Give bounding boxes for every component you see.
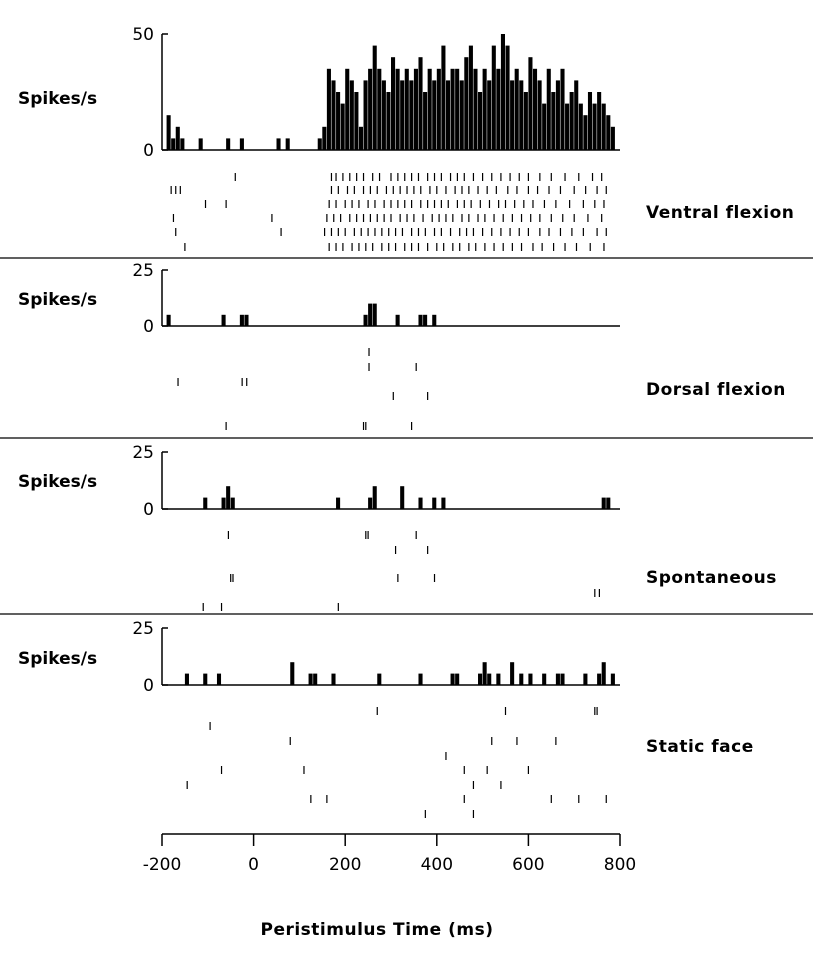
histogram-bin	[464, 57, 468, 150]
histogram-bin	[446, 80, 450, 150]
histogram-bin	[167, 315, 171, 326]
histogram-bin	[556, 80, 560, 150]
histogram-bin	[176, 127, 180, 150]
histogram-bin	[441, 46, 445, 150]
histogram-bin	[400, 80, 404, 150]
x-axis-title: Peristimulus Time (ms)	[260, 920, 494, 940]
y-axis-label: Spikes/s	[18, 472, 98, 492]
histogram-bin	[414, 69, 418, 150]
histogram-bin	[583, 115, 587, 150]
x-tick-label: -200	[142, 855, 182, 875]
histogram-bin	[538, 80, 542, 150]
histogram-bin	[611, 674, 615, 685]
histogram-bin	[400, 486, 404, 509]
histogram-bin	[318, 138, 322, 150]
histogram-bin	[322, 127, 326, 150]
histogram-bin	[331, 674, 335, 685]
histogram-bin	[185, 674, 189, 685]
histogram-bin	[528, 57, 532, 150]
histogram-bin	[377, 674, 381, 685]
histogram-bin	[460, 80, 464, 150]
histogram-bin	[611, 127, 615, 150]
histogram-bin	[496, 674, 500, 685]
histogram-bin	[199, 138, 203, 150]
histogram-bin	[524, 92, 528, 150]
histogram-bin	[451, 674, 455, 685]
histogram-bin	[602, 498, 606, 509]
x-tick-label: 0	[248, 855, 260, 875]
histogram-bin	[386, 92, 390, 150]
histogram-bin	[487, 80, 491, 150]
histogram-bin	[396, 69, 400, 150]
histogram-bin	[451, 69, 455, 150]
histogram-bin	[606, 498, 610, 509]
histogram-bin	[167, 115, 171, 150]
histogram-bin	[226, 138, 230, 150]
histogram-bin	[359, 127, 363, 150]
histogram-bin	[501, 34, 505, 150]
histogram-bin	[309, 674, 313, 685]
histogram-bin	[277, 138, 281, 150]
x-tick-label: 600	[512, 855, 545, 875]
histogram-bin	[336, 498, 340, 509]
histogram-bin	[313, 674, 317, 685]
x-tick-label: 400	[420, 855, 454, 875]
histogram-bin	[286, 138, 290, 150]
y-axis-label: Spikes/s	[18, 649, 98, 669]
histogram-bin	[547, 69, 551, 150]
histogram-bin	[588, 92, 592, 150]
histogram-bin	[492, 46, 496, 150]
histogram-bin	[373, 486, 377, 509]
histogram-bin	[203, 498, 207, 509]
histogram-bin	[432, 498, 436, 509]
y-tick-label: 0	[143, 676, 154, 696]
histogram-bin	[364, 315, 368, 326]
histogram-bin	[510, 80, 514, 150]
histogram-bin	[432, 315, 436, 326]
histogram-bin	[483, 69, 487, 150]
histogram-bin	[583, 674, 587, 685]
histogram-bin	[226, 486, 230, 509]
histogram-bin	[473, 69, 477, 150]
histogram-bin	[327, 69, 331, 150]
histogram-bin	[418, 674, 422, 685]
histogram-bin	[336, 92, 340, 150]
y-tick-label: 25	[132, 261, 154, 281]
histogram-bin	[506, 46, 510, 150]
x-tick-label: 200	[328, 855, 362, 875]
y-tick-label: 0	[143, 317, 154, 337]
histogram-bin	[373, 304, 377, 326]
x-tick-label: 800	[603, 855, 637, 875]
condition-label: Dorsal flexion	[646, 380, 786, 400]
y-axis-label: Spikes/s	[18, 290, 98, 310]
histogram-bin	[171, 138, 175, 150]
histogram-bin	[519, 80, 523, 150]
histogram-bin	[437, 69, 441, 150]
histogram-bin	[478, 92, 482, 150]
histogram-bin	[579, 104, 583, 150]
histogram-bin	[423, 92, 427, 150]
histogram-bin	[222, 315, 226, 326]
histogram-bin	[396, 315, 400, 326]
histogram-bin	[606, 115, 610, 150]
histogram-bin	[597, 92, 601, 150]
histogram-bin	[597, 674, 601, 685]
histogram-bin	[469, 46, 473, 150]
histogram-bin	[428, 69, 432, 150]
histogram-bin	[519, 674, 523, 685]
histogram-bin	[441, 498, 445, 509]
histogram-bin	[533, 69, 537, 150]
histogram-bin	[560, 69, 564, 150]
histogram-bin	[290, 662, 294, 685]
histogram-bin	[455, 69, 459, 150]
histogram-bin	[455, 674, 459, 685]
histogram-bin	[556, 674, 560, 685]
histogram-bin	[364, 80, 368, 150]
histogram-bin	[432, 80, 436, 150]
histogram-bin	[240, 315, 244, 326]
histogram-bin	[203, 674, 207, 685]
histogram-bin	[350, 80, 354, 150]
histogram-bin	[377, 69, 381, 150]
histogram-bin	[368, 69, 372, 150]
histogram-bin	[496, 69, 500, 150]
histogram-bin	[542, 674, 546, 685]
histogram-bin	[217, 674, 221, 685]
y-tick-label: 25	[132, 443, 154, 463]
histogram-bin	[240, 138, 244, 150]
histogram-bin	[602, 104, 606, 150]
y-tick-label: 0	[143, 500, 154, 520]
histogram-bin	[423, 315, 427, 326]
histogram-bin	[222, 498, 226, 509]
histogram-bin	[565, 104, 569, 150]
histogram-bin	[354, 92, 358, 150]
condition-label: Static face	[646, 737, 754, 757]
histogram-bin	[542, 104, 546, 150]
histogram-bin	[551, 92, 555, 150]
histogram-bin	[331, 80, 335, 150]
histogram-bin	[418, 57, 422, 150]
histogram-bin	[478, 674, 482, 685]
histogram-bin	[405, 69, 409, 150]
histogram-bin	[409, 80, 413, 150]
histogram-bin	[180, 138, 184, 150]
histogram-bin	[373, 46, 377, 150]
condition-label: Ventral flexion	[646, 203, 795, 223]
histogram-bin	[368, 304, 372, 326]
y-tick-label: 25	[132, 619, 154, 639]
histogram-bin	[528, 674, 532, 685]
histogram-bin	[244, 315, 248, 326]
condition-label: Spontaneous	[646, 568, 777, 588]
histogram-bin	[574, 80, 578, 150]
histogram-bin	[418, 315, 422, 326]
histogram-bin	[515, 69, 519, 150]
histogram-bin	[418, 498, 422, 509]
histogram-bin	[560, 674, 564, 685]
y-tick-label: 0	[143, 141, 154, 161]
histogram-bin	[593, 104, 597, 150]
histogram-bin	[602, 662, 606, 685]
histogram-bin	[483, 662, 487, 685]
y-axis-label: Spikes/s	[18, 89, 98, 109]
histogram-bin	[487, 674, 491, 685]
histogram-bin	[368, 498, 372, 509]
histogram-bin	[231, 498, 235, 509]
histogram-bin	[382, 80, 386, 150]
histogram-bin	[391, 57, 395, 150]
histogram-bin	[345, 69, 349, 150]
histogram-bin	[570, 92, 574, 150]
histogram-bin	[341, 104, 345, 150]
y-tick-label: 50	[132, 25, 154, 45]
histogram-bin	[510, 662, 514, 685]
